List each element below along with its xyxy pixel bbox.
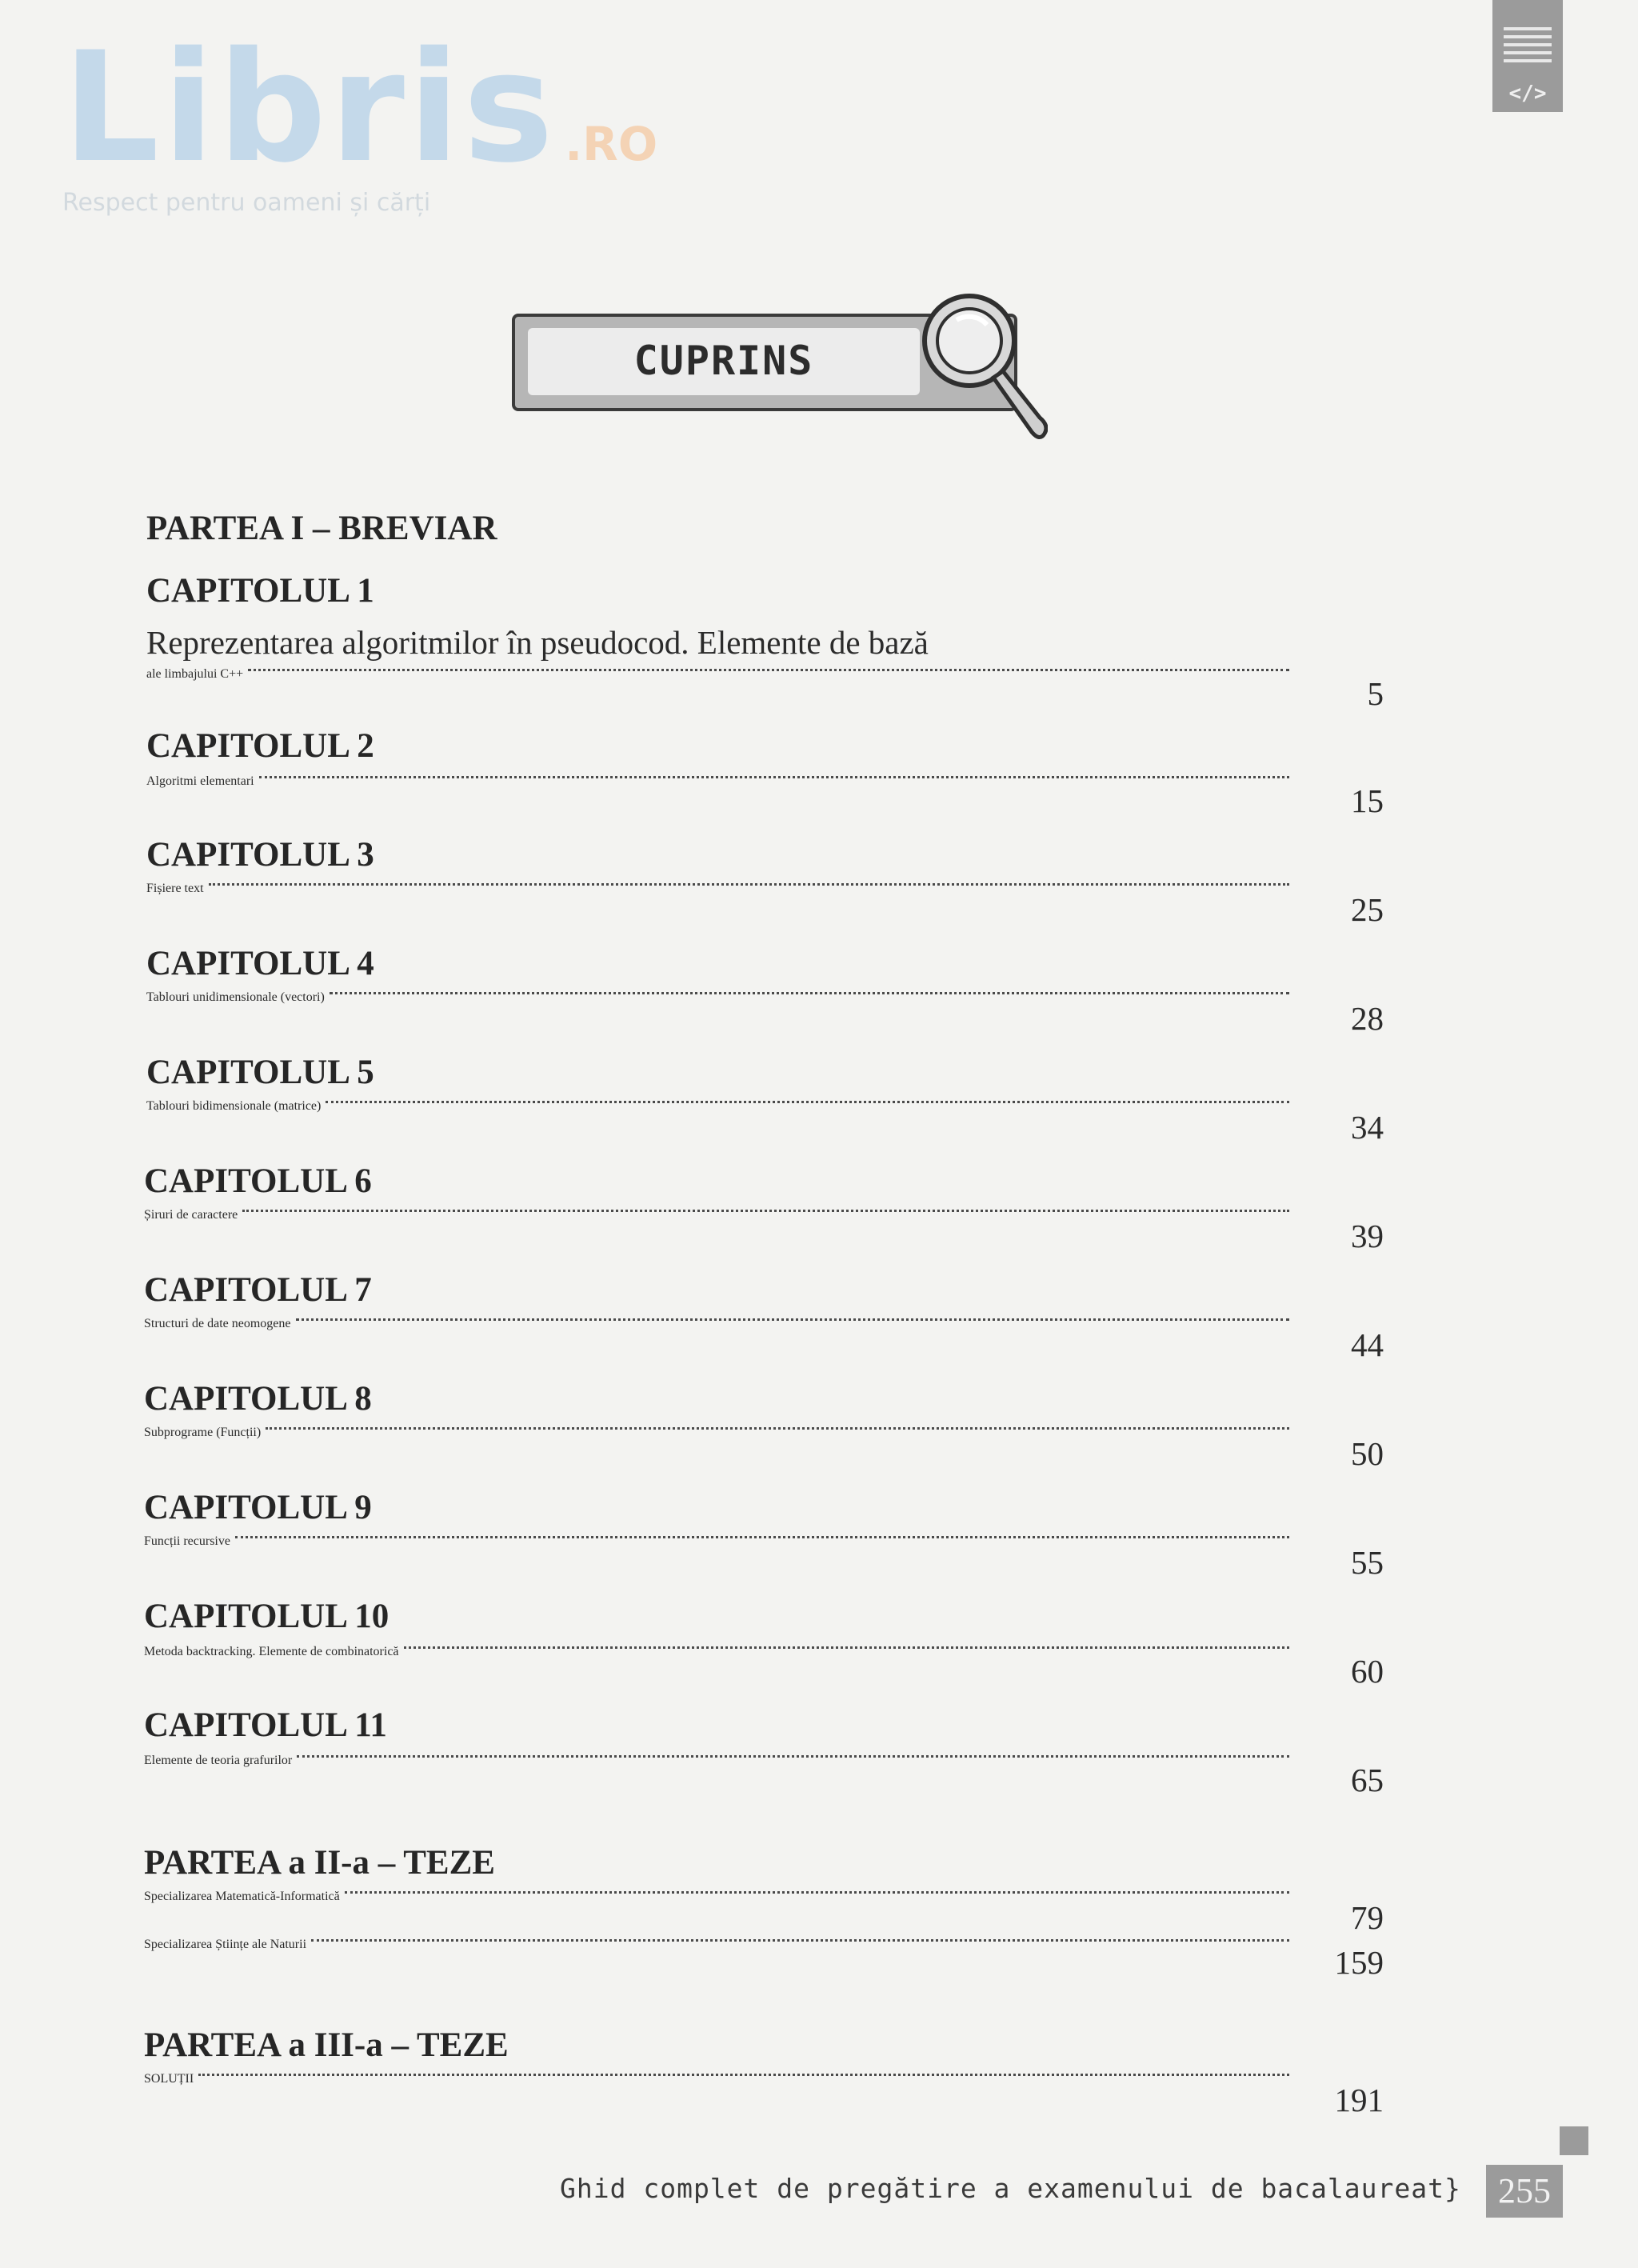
chapter-title: Tablouri unidimensionale (vectori) [146,990,325,1004]
leader-dots [248,669,1289,671]
toc-entry[interactable] [144,1890,1294,1904]
page-number: 65 [1351,1762,1384,1798]
code-icon-glyph: </> [1508,82,1547,106]
page-number: 55 [1351,1544,1384,1581]
part-title-3: PARTEA a III-a – TEZE [144,2026,509,2064]
chapter-title: Metoda backtracking. Elemente de combinatorică [144,1645,399,1658]
watermark-suffix: .RO [565,117,658,171]
chapter-title: Funcții recursive [144,1534,230,1548]
magnifier-icon [904,288,1048,448]
page-number: 79 [1351,1899,1384,1936]
page-number: 50 [1351,1435,1384,1472]
page-number: 5 [1367,675,1384,712]
libris-watermark [62,19,658,217]
toc-entry[interactable] [146,1099,1294,1114]
chapter-label: CAPITOLUL 4 [146,945,374,982]
toc-entry[interactable] [146,667,1294,682]
leader-dots [242,1210,1289,1212]
leader-dots [297,1755,1289,1758]
watermark-logo: Libris [62,19,557,196]
chapter-title: Structuri de date neomogene [144,1317,291,1330]
page-number: 15 [1351,782,1384,819]
watermark-tagline: Respect pentru oameni și cărți [62,189,431,217]
page-number-corner [1560,2126,1588,2155]
page-number: 39 [1351,1218,1384,1254]
page-number: 159 [1334,1944,1384,1981]
page-number: 44 [1351,1326,1384,1363]
chapter-title: Algoritmi elementari [146,774,254,788]
toc-entry[interactable] [144,2072,1294,2086]
leader-dots [235,1536,1289,1538]
toc-entry[interactable] [144,1534,1294,1549]
leader-dots [296,1318,1290,1321]
part-title-1: PARTEA I – BREVIAR [146,510,497,547]
chapter-label: CAPITOLUL 10 [144,1598,390,1635]
chapter-title: Tablouri bidimensionale (matrice) [146,1099,322,1113]
section-title: Specializarea Științe ale Naturii [144,1938,307,1951]
toc-entry[interactable] [144,1938,1294,1952]
toc-entry[interactable] [146,990,1294,1005]
chapter-title: Șiruri de caractere [144,1208,238,1222]
chapter-title: ale limbajului C++ [146,667,244,681]
chapter-label: CAPITOLUL 6 [144,1162,372,1200]
chapter-label: CAPITOLUL 2 [146,727,374,765]
page-title: CUPRINS [633,338,814,384]
running-footer: Ghid complet de pregătire a examenului de bacalaureat} [560,2173,1461,2204]
chapter-label: CAPITOLUL 1 [146,572,374,610]
chapter-label: CAPITOLUL 8 [144,1380,372,1418]
toc-entry[interactable] [146,774,1294,789]
page-number: 191 [1334,2082,1384,2118]
chapter-title: Elemente de teoria grafurilor [144,1754,293,1767]
leader-dots [311,1939,1289,1942]
page-number: 28 [1351,1000,1384,1037]
toc-entry[interactable] [144,1208,1294,1222]
toc-entry[interactable] [146,882,1294,896]
toc-entry[interactable] [144,1754,1294,1768]
toc-entry[interactable] [144,1317,1294,1331]
chapter-label: CAPITOLUL 5 [146,1054,374,1091]
folio-page-number: 255 [1486,2165,1563,2218]
page-number: 34 [1351,1109,1384,1146]
leader-dots [404,1646,1289,1649]
leader-dots [259,776,1289,778]
toc-entry[interactable] [144,1426,1294,1440]
chapter-label: CAPITOLUL 9 [144,1489,372,1526]
page-number: 25 [1351,891,1384,928]
leader-dots [345,1891,1289,1894]
chapter-label: CAPITOLUL 11 [144,1706,387,1744]
chapter-title-line: Reprezentarea algoritmilor în pseudocod. Elemente de bază [146,624,929,661]
chapter-title: Fișiere text [146,882,204,895]
part-title-2: PARTEA a II-a – TEZE [144,1844,495,1882]
page-number: 60 [1351,1653,1384,1690]
toc-entry[interactable] [144,1645,1294,1659]
leader-dots [266,1427,1289,1430]
section-title: Specializarea Matematică-Informatică [144,1890,340,1903]
chapter-title: Subprograme (Funcții) [144,1426,262,1439]
leader-dots [330,992,1289,994]
chapter-label: CAPITOLUL 3 [146,836,374,874]
leader-dots [198,2074,1289,2076]
chapter-label: CAPITOLUL 7 [144,1271,372,1309]
leader-dots [209,883,1289,886]
leader-dots [326,1101,1289,1103]
section-title: SOLUȚII [144,2072,194,2086]
code-icon [1492,0,1563,112]
